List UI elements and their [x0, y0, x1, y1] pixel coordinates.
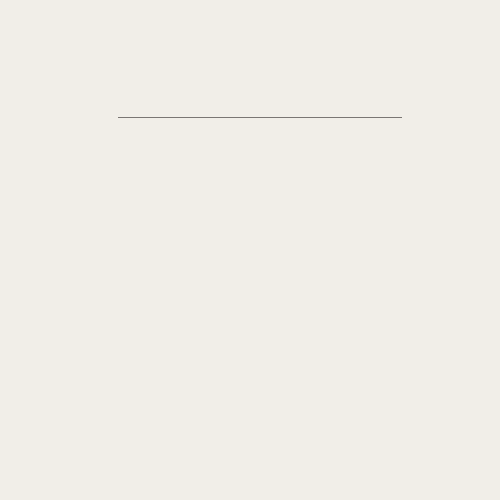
section-heading	[118, 101, 402, 118]
